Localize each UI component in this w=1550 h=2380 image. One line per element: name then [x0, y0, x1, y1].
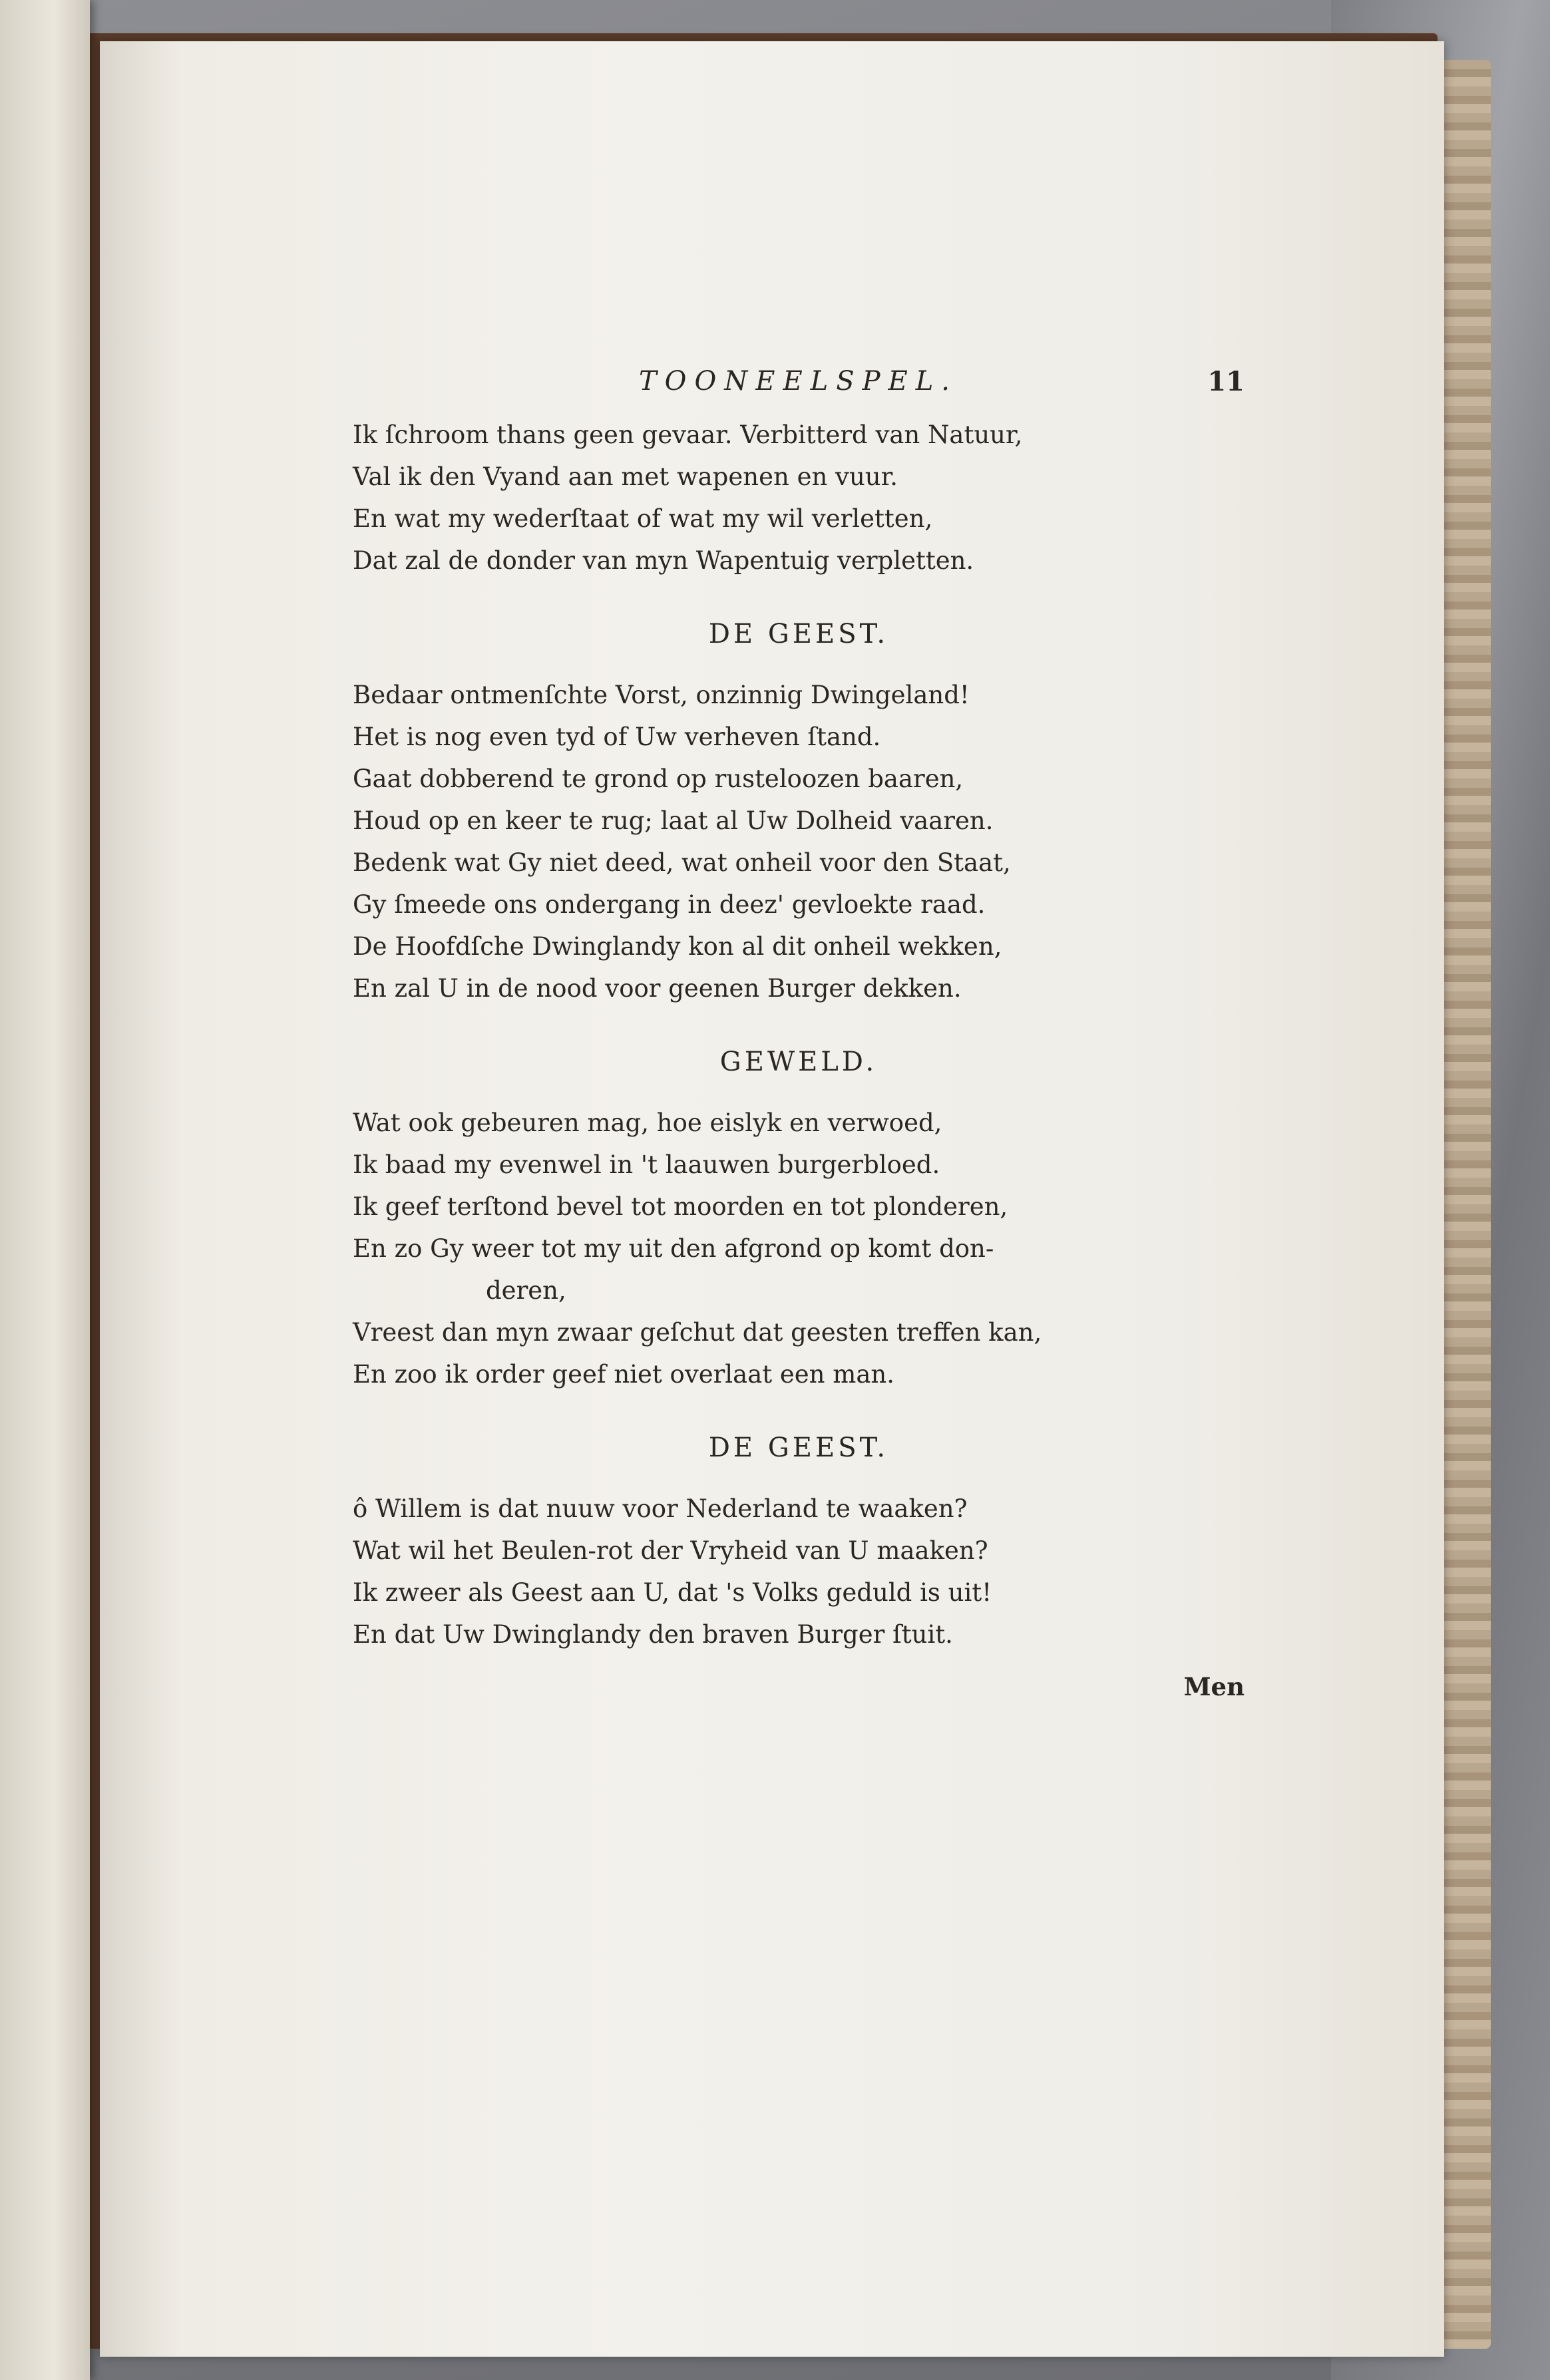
verse-line: Ik zweer als Geest aan U, dat 's Volks geduld is uit! — [353, 1578, 992, 1607]
speaker-name: DE GEEST. — [708, 619, 889, 649]
verse-line: Gy ſmeede ons ondergang in deez' gevloekte raad. — [353, 890, 986, 919]
page-text — [353, 361, 1245, 1708]
verse-line: Bedenk wat Gy niet deed, wat onheil voor den Staat, — [353, 848, 1011, 877]
book-page — [100, 41, 1444, 2357]
speaker-name: GEWELD. — [719, 1047, 878, 1077]
stanza-2 — [353, 674, 1245, 1009]
running-title: TOONEELSPEL. — [639, 366, 958, 397]
catchword: Men — [1183, 1672, 1245, 1701]
verse-line: En zoo ik order geef niet overlaat een man. — [353, 1360, 894, 1389]
verse-line: Ik geef terſtond bevel tot moorden en tot plonderen, — [353, 1192, 1008, 1221]
stanza-4 — [353, 1488, 1245, 1655]
left-page-edge — [0, 0, 90, 2380]
page-number: 11 — [1207, 366, 1245, 397]
verse-line: Ik ſchroom thans geen gevaar. Verbitterd van Natuur, — [353, 421, 1023, 449]
speaker-name: DE GEEST. — [708, 1433, 889, 1463]
verse-line: Wat wil het Beulen-rot der Vryheid van U maaken? — [353, 1536, 988, 1565]
verse-line: ô Willem is dat nuuw voor Nederland te waaken? — [353, 1494, 968, 1523]
verse-line: En dat Uw Dwinglandy den braven Burger ſtuit. — [353, 1620, 953, 1649]
verse-line: Wat ook gebeuren mag, hoe eislyk en verwoed, — [353, 1108, 942, 1137]
verse-line: En wat my wederſtaat of wat my wil verletten, — [353, 504, 933, 533]
stanza-1 — [353, 414, 1245, 582]
verse-line: Houd op en keer te rug; laat al Uw Dolheid vaaren. — [353, 806, 994, 835]
verse-line: Val ik den Vyand aan met wapenen en vuur. — [353, 462, 898, 491]
verse-line-continuation: deren, — [486, 1276, 566, 1305]
verse-line: Dat zal de donder van myn Wapentuig verpletten. — [353, 546, 974, 575]
verse-line: Ik baad my evenwel in 't laauwen burgerbloed. — [353, 1150, 940, 1179]
verse-line: En zo Gy weer tot my uit den afgrond op komt don- — [353, 1234, 994, 1263]
verse-line: En zal U in de nood voor geenen Burger dekken. — [353, 974, 962, 1003]
verse-line: Gaat dobberend te grond op rusteloozen baaren, — [353, 765, 964, 793]
verse-line: Vreest dan myn zwaar geſchut dat geesten treffen kan, — [353, 1318, 1042, 1347]
stanza-3 — [353, 1102, 1245, 1395]
running-header — [353, 361, 1245, 414]
verse-line: Bedaar ontmenſchte Vorst, onzinnig Dwingeland! — [353, 681, 970, 709]
verse-line: De Hoofdſche Dwinglandy kon al dit onheil wekken, — [353, 932, 1002, 961]
verse-line: Het is nog even tyd of Uw verheven ſtand. — [353, 723, 881, 751]
